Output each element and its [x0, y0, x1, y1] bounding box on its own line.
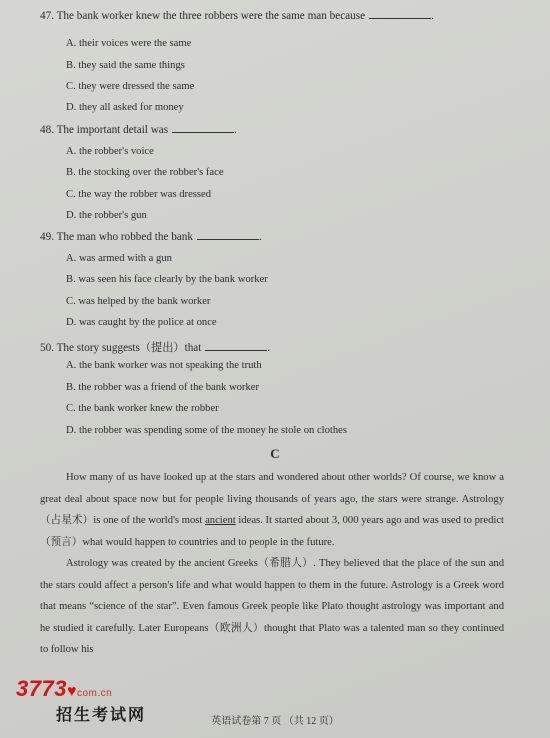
answer-blank [197, 239, 259, 240]
answer-blank [205, 350, 267, 351]
option-47-a: A. their voices were the same [66, 38, 192, 49]
option-49-b: B. was seen his face clearly by the bank worker [66, 274, 268, 285]
option-49-d: D. was caught by the police at once [66, 317, 217, 328]
option-49-a: A. was armed with a gun [66, 253, 172, 264]
site-watermark-logo: 3773♥com.cn 招生考试网 [16, 676, 147, 724]
question-49: 49. The man who robbed the bank . [40, 231, 262, 243]
passage-paragraph-1: How many of us have looked up at the stars and wondered about other worlds? Of course, we know a great deal about space now but for people living thousands of years ago, the stars were strange. Astrology（占星术）is one of the world's most ancient ideas. It started about 3, 000 years ago and was used to predict（预言）what would happen to countries and to people in the future. [40, 472, 504, 548]
underlined-word: ancient [205, 515, 236, 526]
option-50-c: C. the bank worker knew the robber [66, 403, 219, 414]
section-heading: C [270, 446, 280, 461]
question-50: 50. The story suggests（提出）that . [40, 342, 271, 354]
passage-paragraph-2: Astrology was created by the ancient Greeks（希腊人）. They believed that the place of the sun and the stars could affect a person's life and what would happen to them in the future. Astrology is a Greek word that means “science of the star”. Even famous Greek people like Plato thought astrology was important and he studied it carefully. Later Europeans（欧洲人）thought that Plato was a talented man so they continued to follow his [40, 558, 504, 655]
option-49-c: C. was helped by the bank worker [66, 296, 211, 307]
page-footer: 英语试卷第 7 页 （共 12 页） [211, 716, 339, 727]
option-48-a: A. the robber's voice [66, 146, 154, 157]
option-48-b: B. the stocking over the robber's face [66, 167, 224, 178]
question-47: 47. The bank worker knew the three robbers were the same man because . [40, 10, 434, 22]
option-50-b: B. the robber was a friend of the bank worker [66, 382, 259, 393]
reading-passage [40, 467, 504, 661]
option-47-b: B. they said the same things [66, 60, 185, 71]
option-47-c: C. they were dressed the same [66, 81, 195, 92]
option-48-d: D. the robber's gun [66, 210, 147, 221]
option-48-c: C. the way the robber was dressed [66, 189, 212, 200]
heart-icon: ♥ [66, 683, 77, 700]
answer-blank [172, 132, 234, 133]
option-47-d: D. they all asked for money [66, 102, 184, 113]
option-50-a: A. the bank worker was not speaking the truth [66, 360, 262, 371]
answer-blank [369, 18, 431, 19]
question-48: 48. The important detail was . [40, 124, 237, 136]
option-50-d: D. the robber was spending some of the money he stole on clothes [66, 425, 347, 436]
